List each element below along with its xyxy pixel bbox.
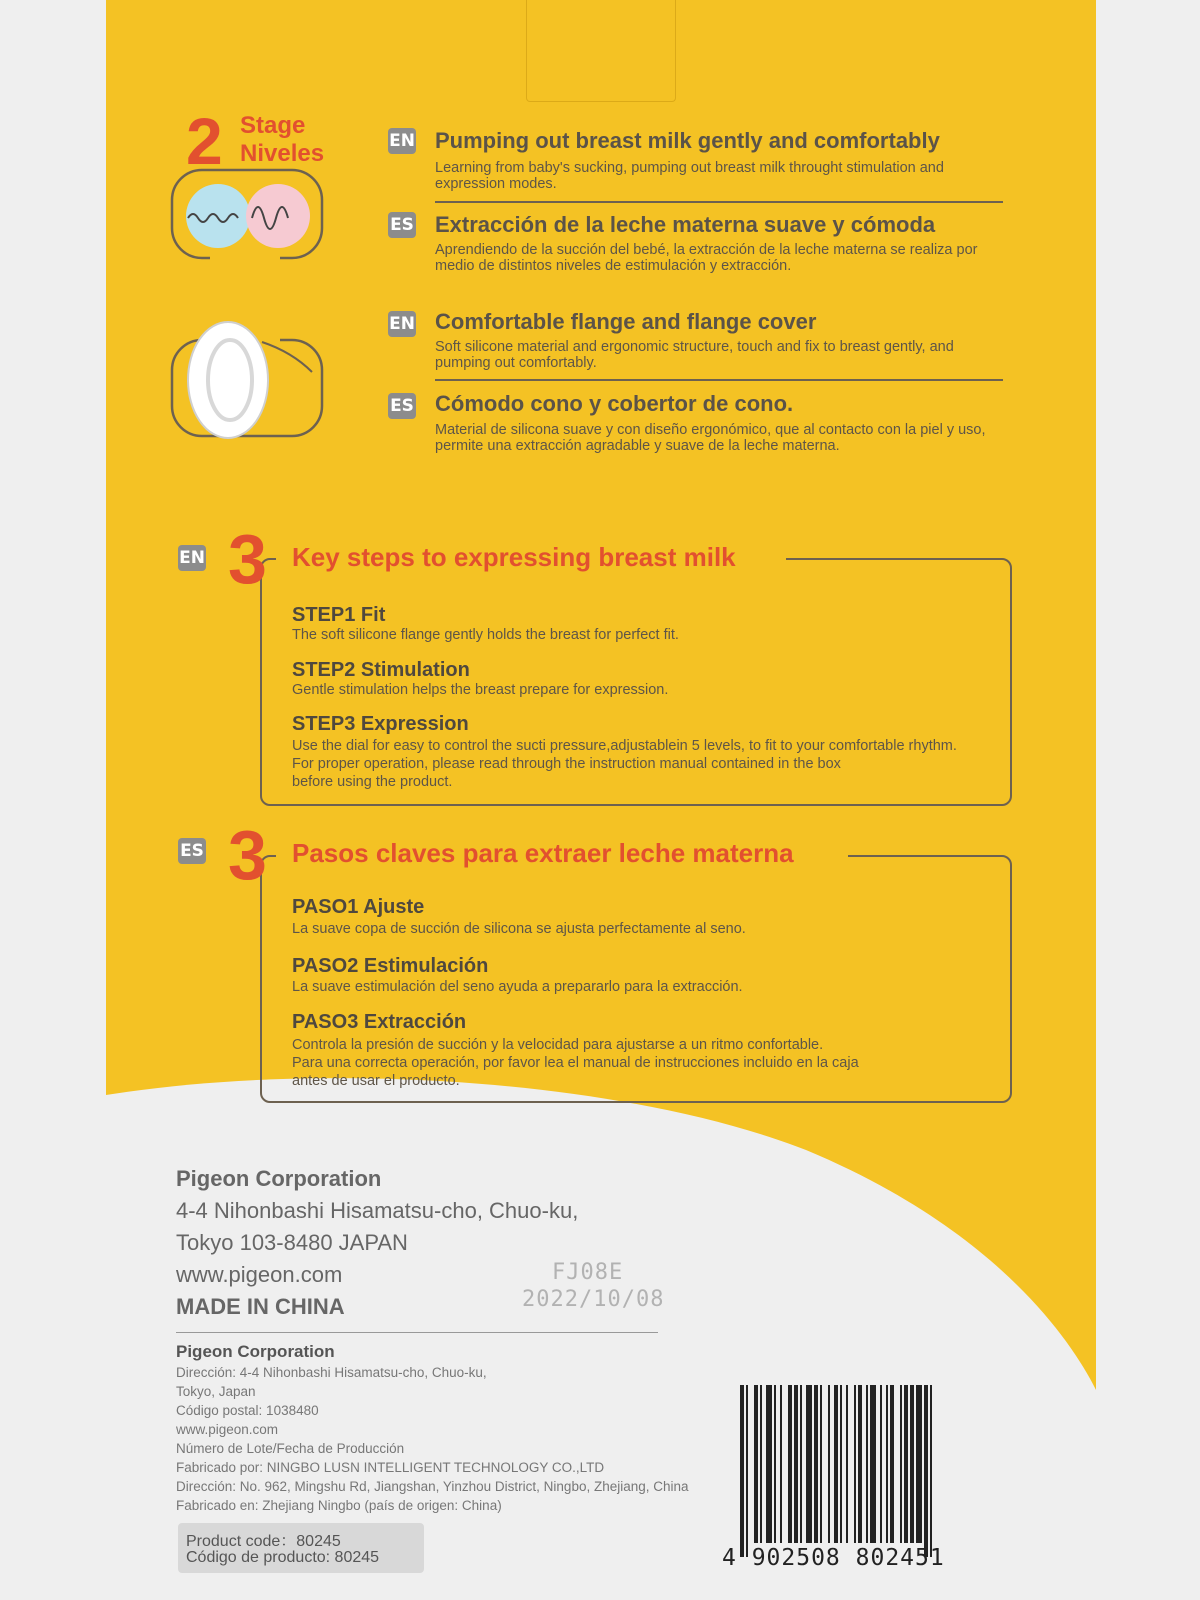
step2-desc: Gentle stimulation helps the breast prepare for expression. [292,682,669,698]
es-info-line: www.pigeon.com [176,1422,279,1437]
company-address-line2: Tokyo 103-8480 JAPAN [176,1230,408,1255]
step3-desc-line3: before using the product. [292,774,453,790]
company-website: www.pigeon.com [176,1262,343,1287]
two-stage-number: 2 [186,104,223,178]
product-code-en: Product code：80245 [186,1533,341,1550]
wave-circles-icon [170,166,328,264]
paso3-desc-line3: antes de usar el producto. [292,1073,460,1089]
barcode-image [740,1385,960,1563]
paso3-desc-line2: Para una correcta operación, por favor lea el manual de instrucciones incluido en la caja [292,1055,859,1071]
feature1-en-badge: EN [388,128,416,154]
flange-icon [170,310,326,442]
es-info-line: Fabricado en: Zhejiang Ningbo (país de origen: China) [176,1498,502,1513]
product-code-box [178,1523,424,1573]
feature1-es-desc: Aprendiendo de la succión del bebé, la extracción de la leche materna se realiza por medio de distintos niveles de estimulación y extracción. [435,242,978,274]
es-company-name: Pigeon Corporation [176,1342,335,1361]
step1-title: STEP1 Fit [292,604,386,626]
lot-stamp: FJ08E [552,1260,624,1285]
paso3-title: PASO3 Extracción [292,1011,467,1033]
date-stamp: 2022/10/08 [522,1287,665,1312]
feature1-es-title: Extracción de la leche materna suave y cómoda [435,212,936,237]
steps-es-badge: ES [178,838,206,864]
steps-en-title: Key steps to expressing breast milk [292,542,736,572]
step2-title: STEP2 Stimulation [292,659,470,681]
barcode-number: 4 902508 802451 [722,1545,945,1571]
feature2-divider [435,379,1003,381]
steps-en-number: 3 [228,520,267,598]
es-info-line: Número de Lote/Fecha de Producción [176,1441,405,1456]
made-in: MADE IN CHINA [176,1294,345,1319]
feature2-en-badge: EN [388,311,416,337]
es-info-line: Dirección: No. 962, Mingshu Rd, Jiangshan, Yinzhou District, Ningbo, Zhejiang, China [176,1479,689,1494]
steps-es-title: Pasos claves para extraer leche materna [292,838,794,868]
two-stage-icon [166,104,336,268]
step3-desc-line2: For proper operation, please read through the instruction manual contained in the box [292,756,841,772]
step1-desc: The soft silicone flange gently holds the breast for perfect fit. [292,627,679,643]
feature2-es-title: Cómodo cono y cobertor de cono. [435,391,794,416]
feature1-en-title: Pumping out breast milk gently and comfortably [435,128,940,153]
step3-title: STEP3 Expression [292,713,469,735]
product-code-es: Código de producto: 80245 [186,1549,380,1566]
steps-en-badge: EN [178,545,206,571]
two-stage-label-es: Niveles [240,140,325,167]
company-name: Pigeon Corporation [176,1166,382,1191]
feature2-es-badge: ES [388,393,416,419]
feature2-en-desc: Soft silicone material and ergonomic structure, touch and fix to breast gently, and pumping out comfortably. [435,339,954,371]
es-info-line: Dirección: 4-4 Nihonbashi Hisamatsu-cho, Chuo-ku, [176,1365,487,1380]
package-panel [106,0,1096,1600]
steps-es-number: 3 [228,816,267,894]
paso1-title: PASO1 Ajuste [292,896,425,918]
feature1-es-badge: ES [388,212,416,238]
paso2-desc: La suave estimulación del seno ayuda a prepararlo para la extracción. [292,979,743,995]
step3-desc: Use the dial for easy to control the sucti pressure,adjustablein 5 levels, to fit to your comfortable rhythm. [292,738,957,754]
paso1-desc: La suave copa de succión de silicona se ajusta perfectamente al seno. [292,921,746,937]
feature1-divider [435,201,1003,203]
company-address-line1: 4-4 Nihonbashi Hisamatsu-cho, Chuo-ku, [176,1198,579,1223]
company-divider [176,1332,658,1333]
feature2-en-title: Comfortable flange and flange cover [435,309,817,334]
feature2-es-desc: Material de silicona suave y con diseño ergonómico, que al contacto con la piel y uso, permite una extracción agradable y suave de la leche materna. [435,422,986,454]
es-info-line: Código postal: 1038480 [176,1403,319,1418]
two-stage-label-en: Stage [240,112,306,139]
paso3-desc: Controla la presión de succión y la velocidad para ajustarse a un ritmo confortable. [292,1037,824,1053]
es-info-line: Tokyo, Japan [176,1384,256,1399]
paso2-title: PASO2 Estimulación [292,955,489,977]
es-info-line: Fabricado por: NINGBO LUSN INTELLIGENT TECHNOLOGY CO.,LTD [176,1460,605,1475]
feature1-en-desc: Learning from baby's sucking, pumping out breast milk throught stimulation and expression modes. [435,160,944,192]
